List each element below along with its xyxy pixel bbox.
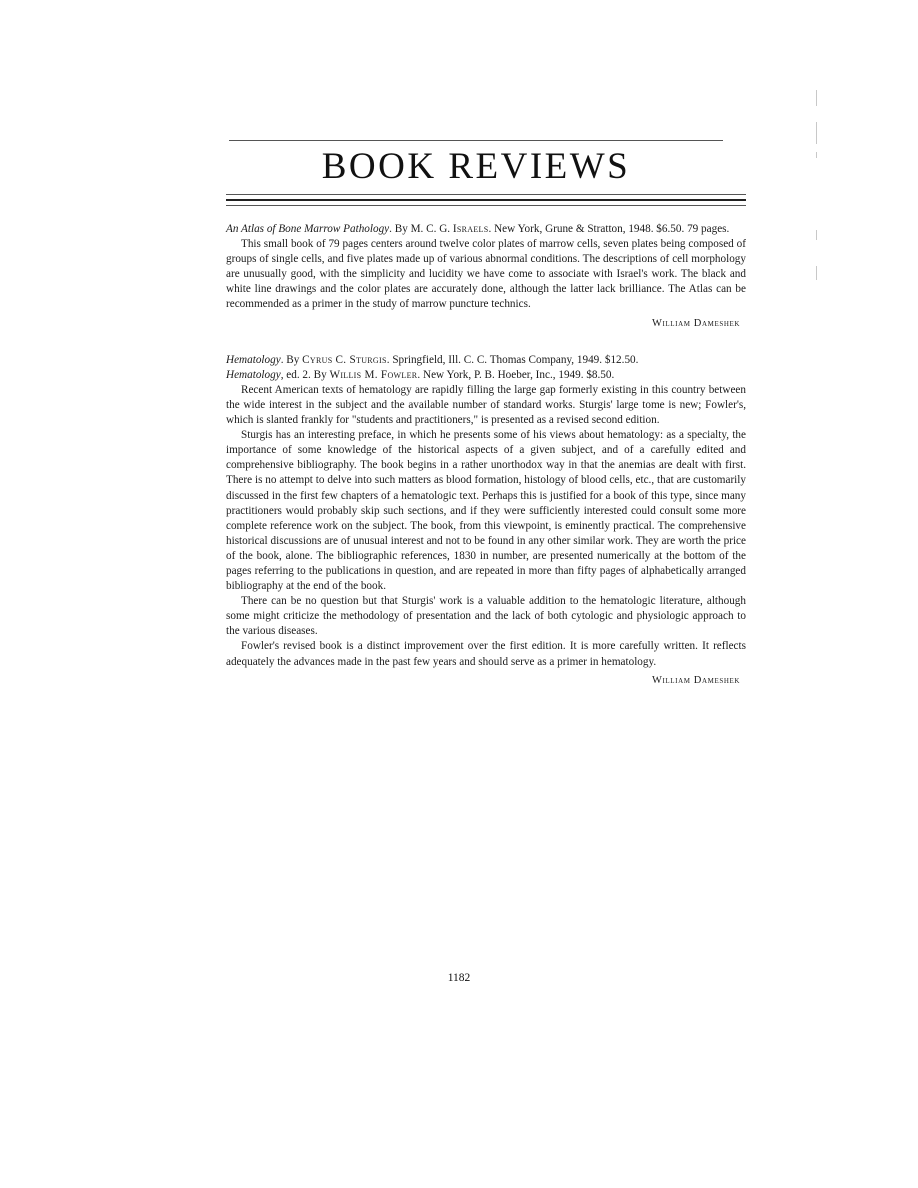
edge-mark [816,266,817,280]
review-atlas-bone-marrow [226,222,746,331]
book-citation [226,368,746,383]
section-title: BOOK REVIEWS [321,146,631,187]
review-paragraph: There can be no question but that Sturgis' work is a valuable addition to the hematologic literature, although some might criticize the methodology of presentation and the lack of both cytologic and physiologic approach to the various diseases. [226,595,746,638]
book-author: Cyrus C. Sturgis [302,353,387,366]
rule-thin-top [226,194,746,195]
page-number: 1182 [447,972,471,984]
edge-mark [816,90,817,106]
reviewer-signature: William Dameshek [651,317,740,329]
book-title: Hematology [226,353,281,366]
book-author: Willis M. Fowler [329,368,418,381]
scan-edge-marks [816,90,820,290]
book-citation [226,222,746,237]
citation-by: . By M. C. G. [389,223,453,235]
edge-mark [816,230,817,240]
book-author: Israels [452,223,489,235]
reviews-content [226,222,746,710]
book-title: An Atlas of Bone Marrow Pathology [226,223,390,235]
citation-details: . New York, P. B. Hoeber, Inc., 1949. $8.50. [417,368,615,381]
review-paragraph: Recent American texts of hematology are rapidly filling the large gap formerly existing in this country between the wide interest in the subject and the available number of standard works. Sturgis' large tome is new; Fowler's, which is slanted frankly for "students and practitioners," is presented as a revised second edition. [226,383,746,427]
review-paragraph: Sturgis has an interesting preface, in which he presents some of his views about hematology: as a specialty, the importance of some knowledge of the historical aspects of a given subject, and of a carefully edited and comprehensive bibliography. The book begins in a rather unorthodox way in that the anemias are dealt with first. There is no attempt to delve into such matters as blood formation, histology of blood cells, etc., that are customarily discussed in the first few chapters of a hematologic text. Perhaps this is justified for a book of this type, since many practitioners would probably skip such sections, and if they were sufficiently interested could consult some more complete reference work on the subject. The book, from this viewpoint, is eminently practical. The comprehensive historical discussions are of unusual interest and not to be found in any other similar work. They are worth the price of the book, alone. The bibliographic references, 1830 in number, are presented numerically at the bottom of the pages referring to the publications in question, and are repeated in more than fifty pages of alphabetically arranged bibliography at the end of the book. [226,429,746,593]
header-triple-rule [226,194,746,206]
citation-details: . Springfield, Ill. C. C. Thomas Company, 1949. $12.50. [386,353,639,366]
header-top-rule [229,140,723,141]
rule-thick-middle [226,199,746,201]
book-citation [226,353,746,368]
reviewer-signature: William Dameshek [651,674,740,686]
review-paragraph: This small book of 79 pages centers around twelve color plates of marrow cells, seven plates being composed of groups of single cells, and five plates made up of various abnormal conditions. The descriptions of cell morphology are unusually good, with the simplicity and lucidity we have come to associate with Israel's work. The black and white line drawings and the color plates are accurately done, although the latter lack brilliance. The Atlas can be recommended as a primer in the study of marrow puncture technics. [226,238,746,311]
review-hematology [226,353,746,688]
review-paragraph: Fowler's revised book is a distinct improvement over the first edition. It is more carefully written. It reflects adequately the advances made in the past few years and should serve as a primer in hematology. [226,640,746,668]
edge-mark [816,152,817,158]
citation-by: , ed. 2. By [280,368,330,381]
citation-by: . By [280,353,303,366]
rule-thin-bottom [226,205,746,206]
edge-mark [816,122,817,144]
book-title: Hematology [226,368,281,381]
citation-details: . New York, Grune & Stratton, 1948. $6.50. 79 pages. [488,223,730,235]
